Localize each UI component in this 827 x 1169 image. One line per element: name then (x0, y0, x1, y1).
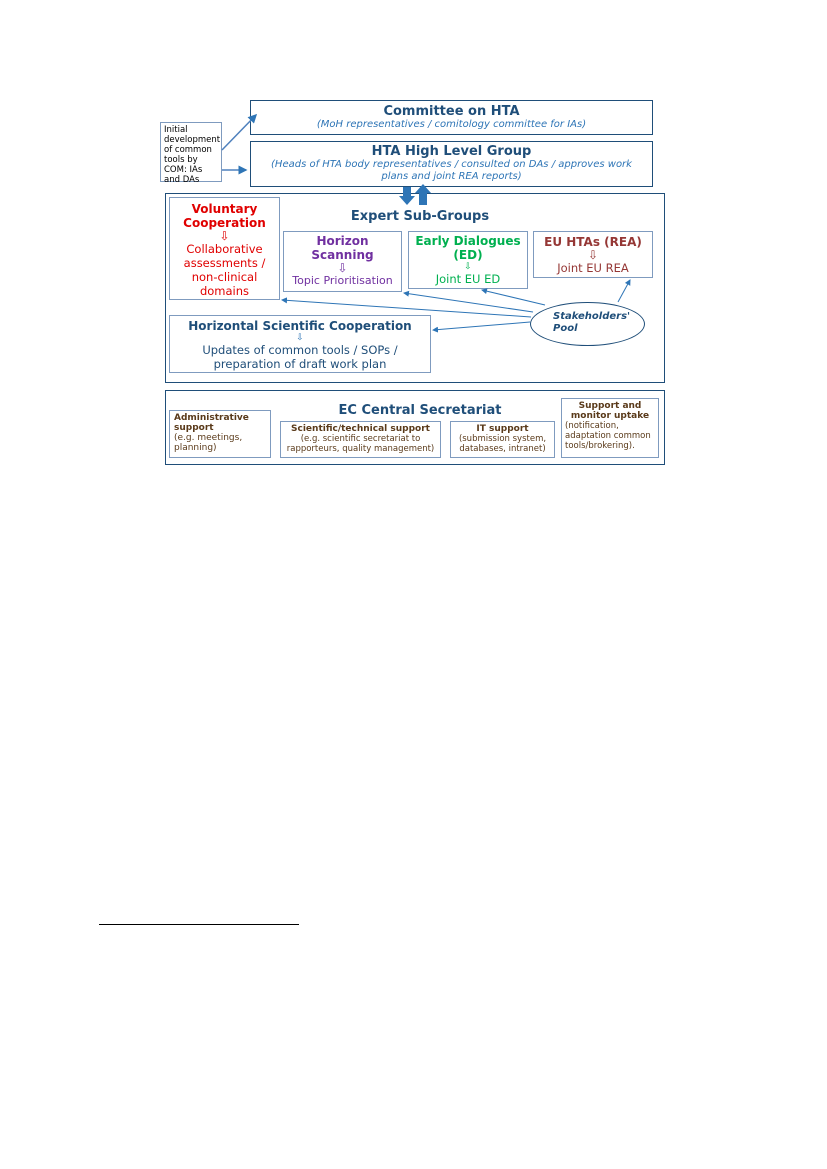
initial-note-text: Initial development of common tools by COM: IAs and DAs (164, 125, 221, 185)
expert-subgroups-title: Expert Sub-Groups (350, 209, 490, 224)
note-to-committee-arrow (222, 115, 256, 150)
high-level-group-subtitle: (Heads of HTA body representatives / consulted on DAs / approves work plans and joint REA reports) (271, 159, 632, 182)
uptake-support-title: Support and monitor uptake (570, 401, 650, 421)
up-block-arrow-icon (415, 184, 431, 205)
voluntary-arrow-icon: ⇩ (219, 229, 230, 243)
stakeholders-to-voluntary-arrow (282, 300, 531, 317)
admin-support-body: (e.g. meetings, planning) (174, 433, 243, 453)
horizontal-title: Horizontal Scientific Cooperation (188, 319, 412, 333)
scientific-support-title: Scientific/technical support (291, 424, 430, 434)
stakeholders-to-euhta-arrow (618, 280, 630, 302)
it-support-body: (submission system, databases, intranet) (458, 434, 547, 454)
committee-title: Committee on HTA (383, 104, 520, 119)
committee-subtitle: (MoH representatives / comitology committee for IAs) (316, 119, 587, 130)
down-block-arrow-icon (399, 187, 415, 205)
stakeholders-to-early-arrow (482, 290, 545, 305)
secretariat-title: EC Central Secretariat (338, 403, 502, 418)
early-body: Joint EU ED (435, 272, 501, 286)
eu-htas-title: EU HTAs (REA) (544, 235, 642, 249)
horizontal-arrow-icon: ⇩ (296, 333, 304, 343)
voluntary-title: Voluntary Cooperation (183, 202, 266, 230)
stakeholders-pool-label: Stakeholders' Pool (553, 311, 631, 334)
uptake-support-body: (notification, adaptation common tools/brokering). (565, 421, 651, 451)
eu-htas-arrow-icon: ⇩ (587, 248, 599, 262)
stakeholders-to-horizontal-arrow (433, 322, 530, 330)
early-title: Early Dialogues (ED) (415, 234, 521, 262)
scientific-support-body: (e.g. scientific secretariat to rapporteurs, quality management) (286, 434, 435, 454)
admin-support-title: Administrative support (174, 413, 249, 433)
it-support-title: IT support (476, 424, 529, 434)
horizon-title: Horizon Scanning (311, 234, 374, 262)
early-arrow-icon: ⇩ (464, 262, 472, 272)
horizon-arrow-icon: ⇩ (337, 261, 348, 275)
voluntary-body: Collaborative assessments / non-clinical domains (183, 242, 266, 298)
high-level-group-title: HTA High Level Group (371, 144, 532, 159)
horizontal-body: Updates of common tools / SOPs / preparation of draft work plan (202, 343, 398, 371)
horizon-body: Topic Prioritisation (292, 274, 393, 287)
eu-htas-body: Joint EU REA (557, 261, 629, 275)
